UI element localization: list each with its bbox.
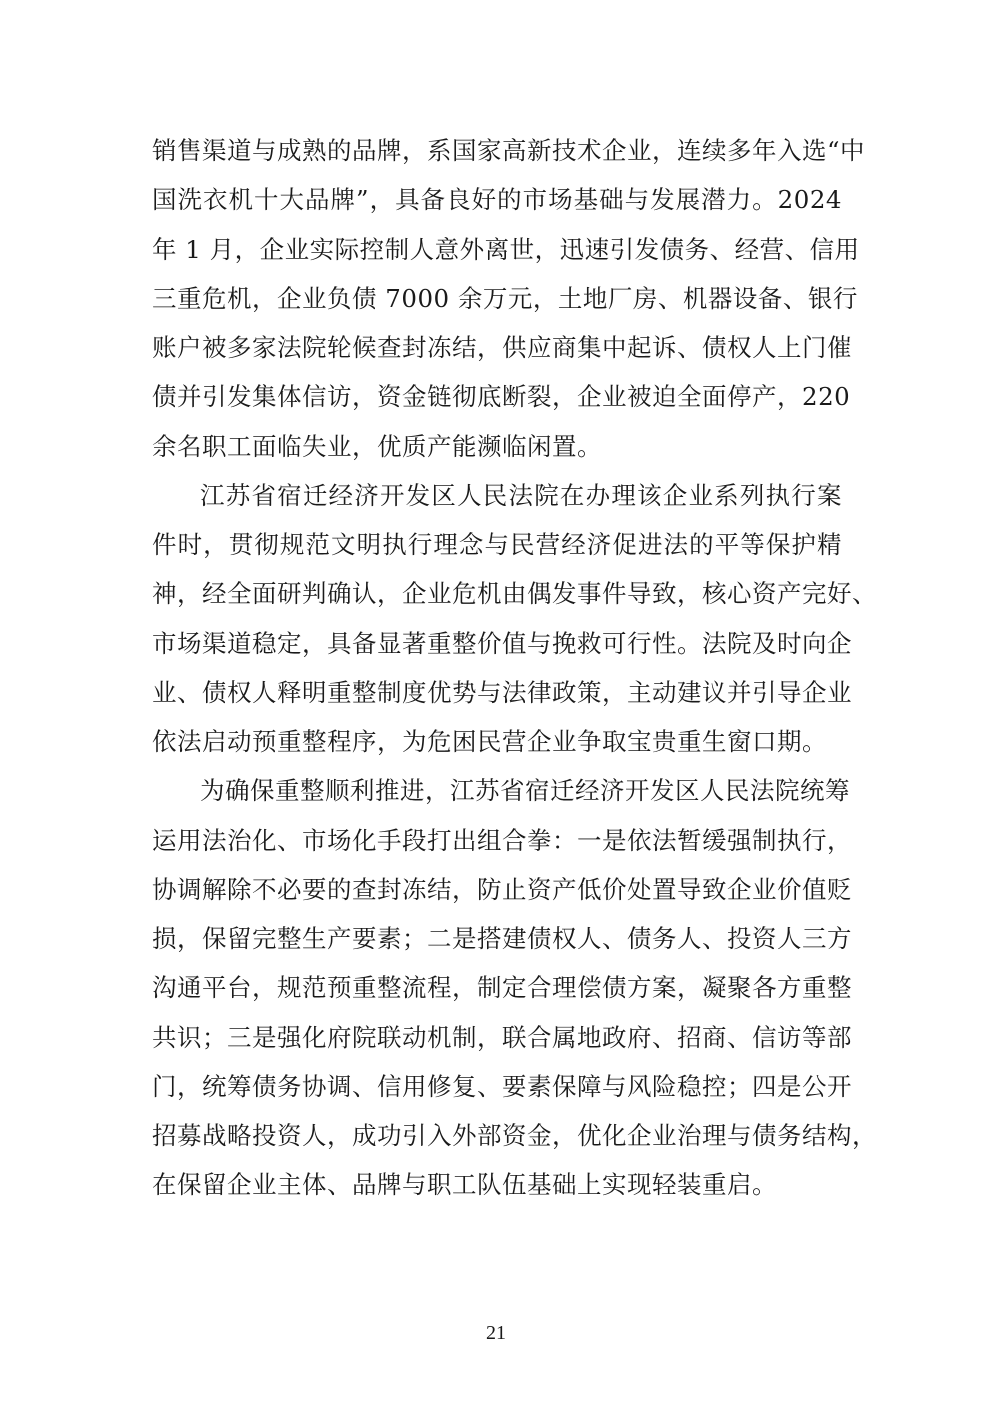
text-line: 神，经全面研判确认，企业危机由偶发事件导致，核心资产完好、 (152, 579, 877, 609)
text-line: 市场渠道稳定，具备显著重整价值与挽救可行性。法院及时向企 (152, 628, 852, 658)
page-number: 21 (486, 1322, 506, 1344)
paragraph-1 (152, 126, 866, 471)
text-line: 账户被多家法院轮候查封冻结，供应商集中起诉、债权人上门催 (152, 333, 852, 362)
text-line: 江苏省宿迁经济开发区人民法院在办理该企业系列执行案 (200, 480, 842, 510)
text-line: 国洗衣机十大品牌”，具备良好的市场基础与发展潜力。2024 (152, 185, 842, 215)
text-line: 依法启动预重整程序，为危困民营企业争取宝贵重生窗口期。 (152, 727, 827, 756)
text-line: 招募战略投资人，成功引入外部资金，优化企业治理与债务结构， (152, 1121, 877, 1150)
text-line: 门，统筹债务协调、信用修复、要素保障与风险稳控；四是公开 (152, 1071, 852, 1101)
text-line: 协调解除不必要的查封冻结，防止资产低价处置导致企业价值贬 (152, 874, 852, 904)
body-text (152, 126, 877, 1210)
text-line: 业、债权人释明重整制度优势与法律政策，主动建议并引导企业 (152, 677, 852, 707)
paragraph-3 (152, 766, 877, 1209)
text-line: 为确保重整顺利推进，江苏省宿迁经济开发区人民法院统筹 (200, 776, 850, 806)
text-line: 债并引发集体信访，资金链彻底断裂，企业被迫全面停产，220 (152, 382, 851, 412)
text-line: 三重危机，企业负债 7000 余万元，土地厂房、机器设备、银行 (152, 283, 858, 313)
text-line: 件时，贯彻规范文明执行理念与民营经济促进法的平等保护精 (152, 530, 842, 559)
text-line: 沟通平台，规范预重整流程，制定合理偿债方案，凝聚各方重整 (152, 973, 852, 1003)
paragraph-2 (152, 471, 877, 767)
text-line: 余名职工面临失业，优质产能濒临闲置。 (152, 431, 602, 461)
text-line: 销售渠道与成熟的品牌，系国家高新技术企业，连续多年入选“中 (152, 136, 866, 165)
text-line: 损，保留完整生产要素；二是搭建债权人、债务人、投资人三方 (152, 924, 852, 953)
text-line: 共识；三是强化府院联动机制，联合属地政府、招商、信访等部 (152, 1022, 852, 1052)
text-line: 运用法治化、市场化手段打出组合拳：一是依法暂缓强制执行， (152, 825, 852, 855)
text-line: 在保留企业主体、品牌与职工队伍基础上实现轻装重启。 (152, 1170, 777, 1200)
text-line: 年 1 月，企业实际控制人意外离世，迅速引发债务、经营、信用 (152, 234, 860, 264)
